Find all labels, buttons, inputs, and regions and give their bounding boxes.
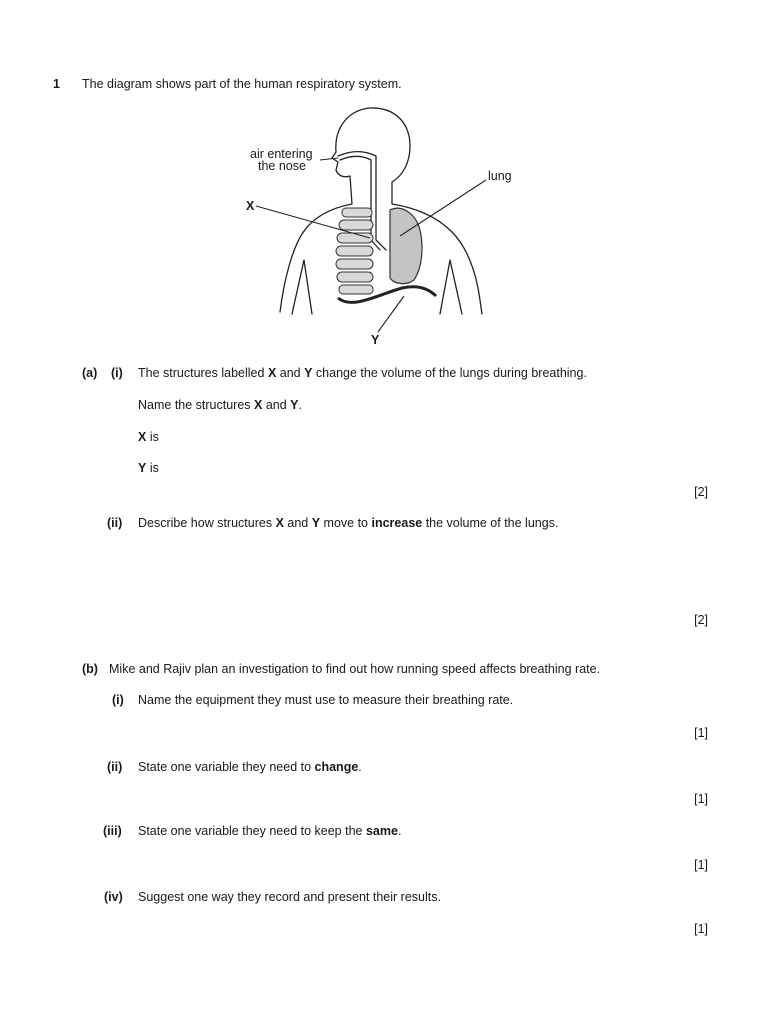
part-a-ii-label: (ii) <box>107 516 123 530</box>
part-a-i-marks: [2] <box>694 485 708 499</box>
part-b-intro: Mike and Rajiv plan an investigation to find out how running speed affects breathing rate. <box>109 662 601 676</box>
part-b-ii-marks: [1] <box>694 792 708 806</box>
part-a-i-line1: The structures labelled X and Y change the volume of the lungs during breathing. <box>138 366 587 380</box>
question-stem: The diagram shows part of the human respiratory system. <box>82 77 402 91</box>
label-air-entering: air entering <box>250 147 313 161</box>
part-a-ii-marks: [2] <box>694 613 708 627</box>
part-b-i-marks: [1] <box>694 726 708 740</box>
part-b-iii-marks: [1] <box>694 858 708 872</box>
part-b-label: (b) <box>82 662 98 676</box>
part-b-iii-text: State one variable they need to keep the same. <box>138 824 402 838</box>
part-b-ii-label: (ii) <box>107 760 123 774</box>
left-arm-outline <box>292 260 312 314</box>
y-pointer-line <box>378 296 404 332</box>
x-is-answer-line: X is <box>138 430 159 444</box>
question-number: 1 <box>53 77 60 91</box>
part-b-iv-text: Suggest one way they record and present their results. <box>138 890 441 904</box>
y-is-answer-line: Y is <box>138 461 159 475</box>
respiratory-system-diagram <box>240 100 530 350</box>
lung-shape <box>390 208 422 283</box>
label-x: X <box>246 199 255 213</box>
part-a-i-line2: Name the structures X and Y. <box>138 398 302 412</box>
part-b-iv-label: (iv) <box>104 890 123 904</box>
right-arm-outline <box>440 260 462 314</box>
part-b-ii-text: State one variable they need to change. <box>138 760 362 774</box>
part-a-i-label: (i) <box>111 366 123 380</box>
label-lung: lung <box>488 169 512 183</box>
part-b-i-label: (i) <box>112 693 124 707</box>
label-the-nose: the nose <box>258 159 306 173</box>
part-a-label: (a) <box>82 366 98 380</box>
label-y: Y <box>371 333 380 347</box>
part-b-iv-marks: [1] <box>694 922 708 936</box>
lung-pointer-line <box>400 180 486 236</box>
part-a-ii-text: Describe how structures X and Y move to increase the volume of the lungs. <box>138 516 559 530</box>
part-b-iii-label: (iii) <box>103 824 122 838</box>
ribcage <box>336 208 373 294</box>
part-b-i-text: Name the equipment they must use to measure their breathing rate. <box>138 693 514 707</box>
